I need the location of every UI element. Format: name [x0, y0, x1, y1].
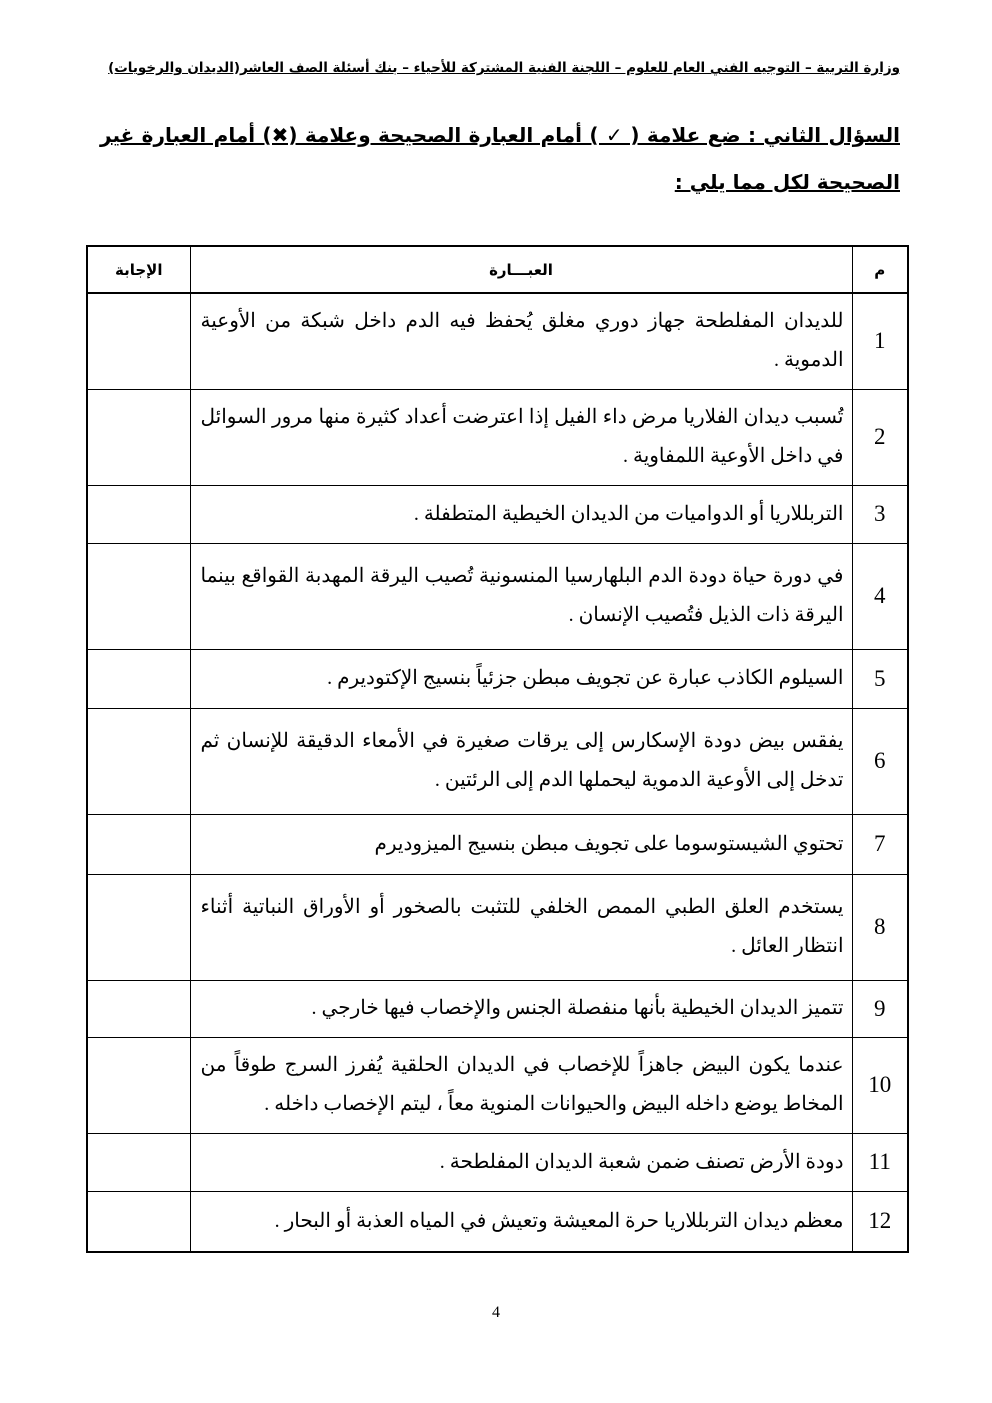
- answer-cell[interactable]: [87, 485, 190, 543]
- answer-cell[interactable]: [87, 1037, 190, 1133]
- answer-cell[interactable]: [87, 293, 190, 389]
- table-row: [87, 1191, 908, 1252]
- question-title-text: السؤال الثاني : ضع علامة ( ✓ ) أمام العبارة الصحيحة وعلامة (✖) أمام العبارة غير الصحيحة لكل مما يلي :: [100, 123, 900, 194]
- page-number: 4: [492, 1304, 500, 1321]
- table-row: [87, 1037, 908, 1133]
- row-number: 1: [852, 293, 908, 389]
- answer-cell[interactable]: [87, 649, 190, 708]
- table-row: [87, 543, 908, 649]
- table-row: [87, 980, 908, 1037]
- page-header: وزارة التربية – التوجيه الفني العام للعلوم – اللجنة الفنية المشتركة للأحياء – بنك أسئلة الصف العاشر(الديدان والرخويات): [108, 60, 900, 76]
- table-header-row: [87, 246, 908, 293]
- answer-cell[interactable]: [87, 389, 190, 485]
- row-number: 10: [852, 1037, 908, 1133]
- answer-cell[interactable]: [87, 874, 190, 980]
- row-number: 5: [852, 649, 908, 708]
- answer-cell[interactable]: [87, 814, 190, 874]
- column-header-number: م: [852, 246, 908, 293]
- answer-cell[interactable]: [87, 1191, 190, 1252]
- row-statement: دودة الأرض تصنف ضمن شعبة الديدان المفلطحة .: [190, 1133, 852, 1191]
- question-title: [100, 112, 900, 206]
- answer-cell[interactable]: [87, 1133, 190, 1191]
- table-row: [87, 814, 908, 874]
- row-number: 2: [852, 389, 908, 485]
- column-header-statement: العبـــارة: [190, 246, 852, 293]
- row-statement: تتميز الديدان الخيطية بأنها منفصلة الجنس والإخصاب فيها خارجي .: [190, 980, 852, 1037]
- row-statement: في دورة حياة دودة الدم البلهارسيا المنسونية تُصيب اليرقة المهدبة القواقع بينما اليرقة ذات الذيل فتُصيب الإنسان .: [190, 543, 852, 649]
- row-number: 3: [852, 485, 908, 543]
- row-number: 9: [852, 980, 908, 1037]
- questions-table: [86, 245, 909, 1253]
- answer-cell[interactable]: [87, 708, 190, 814]
- row-number: 6: [852, 708, 908, 814]
- row-number: 7: [852, 814, 908, 874]
- table-row: [87, 649, 908, 708]
- table-row: [87, 293, 908, 389]
- row-number: 12: [852, 1191, 908, 1252]
- row-number: 8: [852, 874, 908, 980]
- table-row: [87, 389, 908, 485]
- row-statement: تُسبب ديدان الفلاريا مرض داء الفيل إذا اعترضت أعداد كثيرة منها مرور السوائل في داخل الأوعية اللمفاوية .: [190, 389, 852, 485]
- table-row: [87, 708, 908, 814]
- table-row: [87, 874, 908, 980]
- row-number: 11: [852, 1133, 908, 1191]
- row-statement: يستخدم العلق الطبي الممص الخلفي للتثبت بالصخور أو الأوراق النباتية أثناء انتظار العائل .: [190, 874, 852, 980]
- row-statement: تحتوي الشيستوسوما على تجويف مبطن بنسيج الميزوديرم: [190, 814, 852, 874]
- row-statement: معظم ديدان التربللاريا حرة المعيشة وتعيش في المياه العذبة أو البحار .: [190, 1191, 852, 1252]
- row-statement: للديدان المفلطحة جهاز دوري مغلق يُحفظ فيه الدم داخل شبكة من الأوعية الدموية .: [190, 293, 852, 389]
- table-row: [87, 485, 908, 543]
- column-header-answer: الإجابة: [87, 246, 190, 293]
- table-row: [87, 1133, 908, 1191]
- row-statement: السيلوم الكاذب عبارة عن تجويف مبطن جزئياً بنسيج الإكتوديرم .: [190, 649, 852, 708]
- answer-cell[interactable]: [87, 980, 190, 1037]
- row-number: 4: [852, 543, 908, 649]
- row-statement: التربللاريا أو الدواميات من الديدان الخيطية المتطفلة .: [190, 485, 852, 543]
- answer-cell[interactable]: [87, 543, 190, 649]
- row-statement: يفقس بيض دودة الإسكارس إلى يرقات صغيرة في الأمعاء الدقيقة للإنسان ثم تدخل إلى الأوعية الدموية ليحملها الدم إلى الرئتين .: [190, 708, 852, 814]
- row-statement: عندما يكون البيض جاهزاً للإخصاب في الديدان الحلقية يُفرز السرج طوقاً من المخاط يوضع داخله البيض والحيوانات المنوية معاً ، ليتم الإخصاب داخله .: [190, 1037, 852, 1133]
